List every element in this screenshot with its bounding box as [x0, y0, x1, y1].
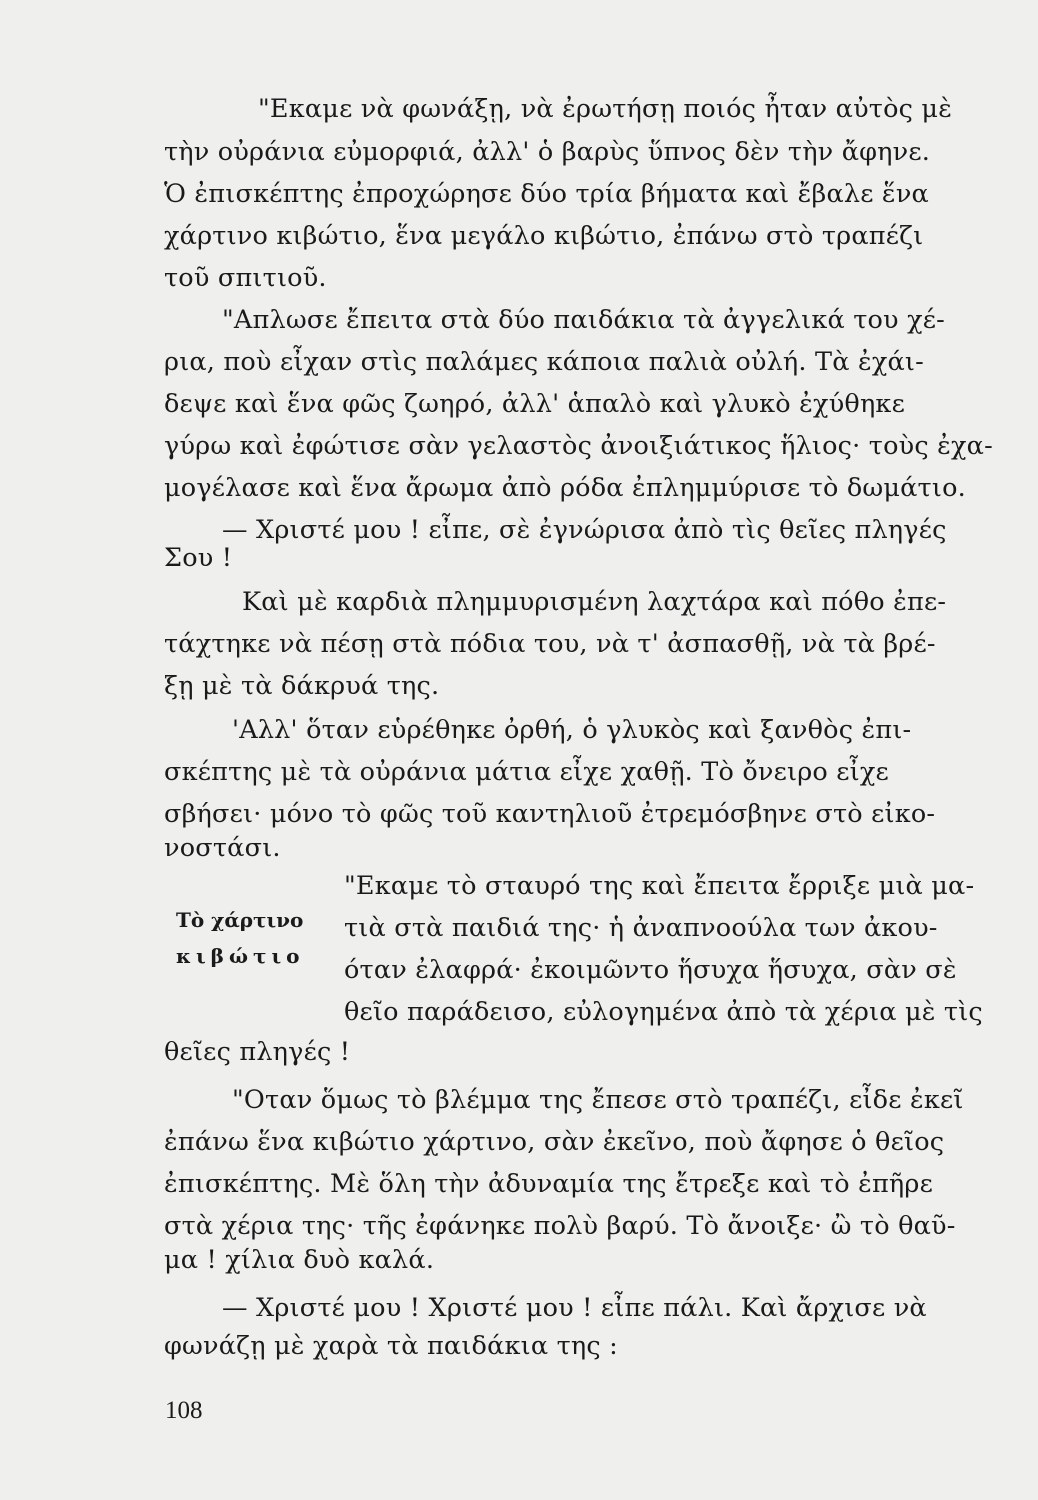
text-line: — Χριστέ μου ! εἶπε, σὲ ἐγνώρισα ἀπὸ τὶς θεῖες πληγές	[222, 515, 947, 545]
margin-heading-line: κιβώτιο	[176, 944, 305, 968]
text-line: "Οταν ὅμως τὸ βλέμμα της ἔπεσε στὸ τραπέζι, εἶδε ἐκεῖ	[232, 1085, 964, 1115]
margin-heading-line: Τὸ χάρτινο	[176, 908, 304, 932]
text-line: μα ! χίλια δυὸ καλά.	[164, 1245, 435, 1275]
text-line: όταν ἐλαφρά· ἐκοιμῶντο ἥσυχα ἥσυχα, σὰν σὲ	[344, 955, 957, 985]
page-number: 108	[165, 1397, 203, 1424]
text-line: "Εκαμε νὰ φωνάξῃ, νὰ ἐρωτήσῃ ποιός ἦταν αὐτὸς μὲ	[258, 94, 953, 124]
text-line: Σου !	[164, 543, 233, 573]
text-line: φωνάζῃ μὲ χαρὰ τὰ παιδάκια της :	[164, 1331, 618, 1361]
text-line: Καὶ μὲ καρδιὰ πλημμυρισμένη λαχτάρα καὶ πόθο ἐπε-	[242, 587, 947, 617]
text-line: ἐπάνω ἕνα κιβώτιο χάρτινο, σὰν ἐκεῖνο, ποὺ ἄφησε ὁ θεῖος	[164, 1127, 945, 1157]
text-line: τὴν οὐράνια εὐμορφιά, ἀλλ' ὁ βαρὺς ὕπνος δὲν τὴν ἄφηνε.	[164, 137, 931, 167]
text-line: 'Αλλ' ὅταν εὑρέθηκε ὀρθή, ὁ γλυκὸς καὶ ξανθὸς ἐπι-	[232, 715, 912, 745]
text-line: "Απλωσε ἔπειτα στὰ δύο παιδάκια τὰ ἀγγελικά του χέ-	[222, 305, 945, 335]
text-line: τάχτηκε νὰ πέσῃ στὰ πόδια του, νὰ τ' ἀσπασθῇ, νὰ τὰ βρέ-	[164, 629, 936, 659]
margin-heading	[176, 902, 326, 974]
text-line: γύρω καὶ ἐφώτισε σὰν γελαστὸς ἀνοιξιάτικος ἥλιος· τοὺς ἐχα-	[164, 431, 993, 461]
text-line: μογέλασε καὶ ἕνα ἄρωμα ἀπὸ ρόδα ἐπλημμύρισε τὸ δωμάτιο.	[164, 473, 966, 503]
text-line: τιὰ στὰ παιδιά της· ἡ ἀναπνοούλα των ἀκου-	[344, 913, 938, 943]
text-line: θεῖο παράδεισο, εὐλογημένα ἀπὸ τὰ χέρια μὲ τὶς	[344, 997, 983, 1027]
text-line: στὰ χέρια της· τῆς ἐφάνηκε πολὺ βαρύ. Τὸ ἄνοιξε· ὢ τὸ θαῦ-	[164, 1211, 956, 1241]
text-line: σβήσει· μόνο τὸ φῶς τοῦ καντηλιοῦ ἐτρεμόσβηνε στὸ εἰκο-	[164, 799, 936, 829]
text-line: χάρτινο κιβώτιο, ἕνα μεγάλο κιβώτιο, ἐπάνω στὸ τραπέζι	[164, 221, 924, 251]
text-line: Ὁ ἐπισκέπτης ἐπροχώρησε δύο τρία βήματα καὶ ἔβαλε ἕνα	[164, 179, 929, 209]
text-line: δεψε καὶ ἕνα φῶς ζωηρό, ἀλλ' ἁπαλὸ καὶ γλυκὸ ἐχύθηκε	[164, 389, 905, 419]
text-line: ρια, ποὺ εἶχαν στὶς παλάμες κάποια παλιὰ οὐλή. Τὰ ἐχάι-	[164, 347, 924, 377]
text-line: σκέπτης μὲ τὰ οὐράνια μάτια εἶχε χαθῇ. Τὸ ὄνειρο εἶχε	[164, 757, 889, 787]
text-line: νοστάσι.	[164, 833, 281, 863]
text-line: τοῦ σπιτιοῦ.	[164, 263, 327, 293]
text-line: ξῃ μὲ τὰ δάκρυά της.	[164, 671, 440, 701]
text-line: ἐπισκέπτης. Μὲ ὅλη τὴν ἀδυναμία της ἔτρεξε καὶ τὸ ἐπῆρε	[164, 1169, 933, 1199]
text-line: "Εκαμε τὸ σταυρό της καὶ ἔπειτα ἔρριξε μιὰ μα-	[344, 871, 975, 901]
text-line: θεῖες πληγές !	[164, 1037, 351, 1067]
text-line: — Χριστέ μου ! Χριστέ μου ! εἶπε πάλι. Καὶ ἄρχισε νὰ	[222, 1293, 927, 1323]
